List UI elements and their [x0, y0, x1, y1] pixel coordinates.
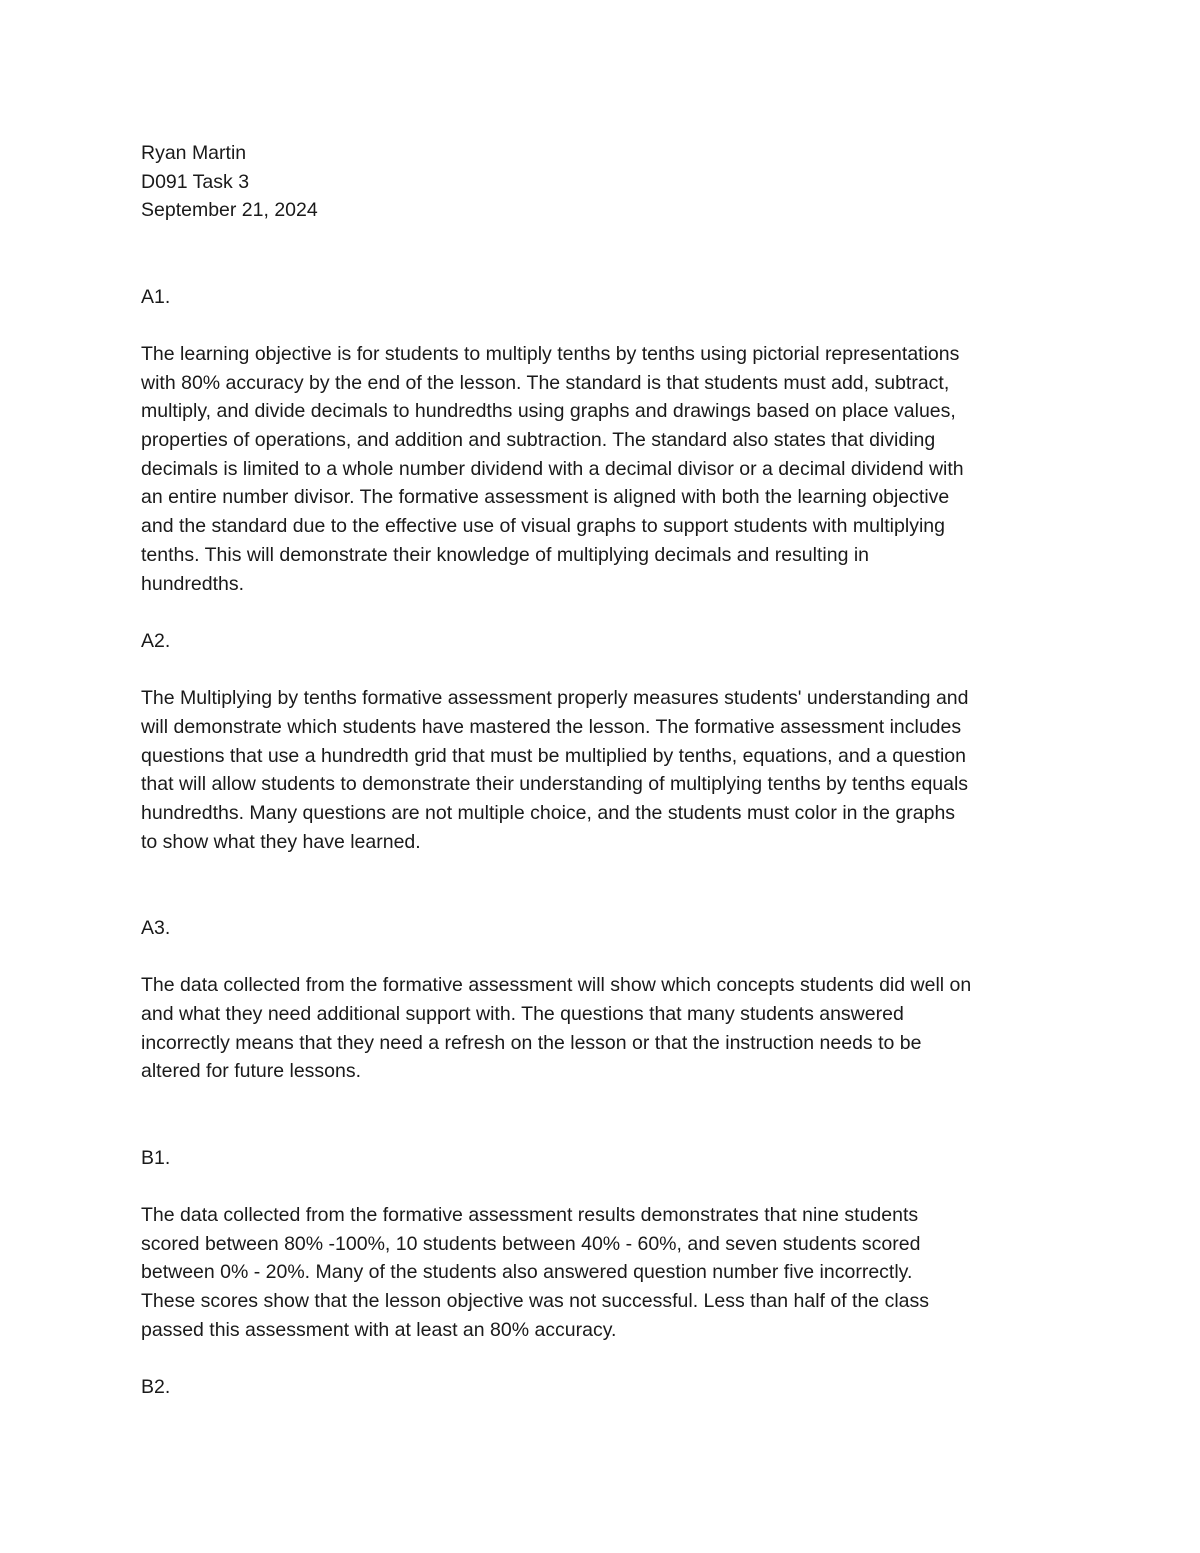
- paragraph-line: that will allow students to demonstrate their understanding of multiplying tenths by tenths equals: [141, 773, 969, 796]
- paragraph-line: with 80% accuracy by the end of the lesson. The standard is that students must add, subtract,: [141, 371, 950, 394]
- paragraph-a1: [141, 340, 1071, 598]
- paragraph-line: questions that use a hundredth grid that must be multiplied by tenths, equations, and a question: [141, 744, 966, 767]
- paragraph-line: will demonstrate which students have mastered the lesson. The formative assessment includes: [141, 716, 962, 738]
- paragraph-line: The learning objective is for students to multiply tenths by tenths using pictorial representations: [141, 342, 960, 365]
- document-page: [141, 139, 1071, 1402]
- paragraph-line: between 0% - 20%. Many of the students also answered question number five incorrectly.: [141, 1261, 913, 1284]
- paragraph-line: tenths. This will demonstrate their knowledge of multiplying decimals and resulting in: [141, 543, 870, 566]
- paragraph-a3: [141, 971, 1071, 1086]
- paragraph-line: hundredths.: [141, 572, 244, 595]
- paragraph-line: hundredths. Many questions are not multiple choice, and the students must color in the graphs: [141, 802, 956, 825]
- section-label-a3: A3.: [141, 916, 171, 939]
- paragraph-line: The data collected from the formative assessment results demonstrates that nine students: [141, 1203, 919, 1226]
- document-header: [141, 139, 1071, 225]
- paragraph-line: decimals is limited to a whole number dividend with a decimal divisor or a decimal dividend with: [141, 457, 964, 480]
- task-title: D091 Task 3: [141, 170, 250, 193]
- paragraph-line: and the standard due to the effective use of visual graphs to support students with multiplying: [141, 515, 945, 538]
- section-label-b1: B1.: [141, 1146, 171, 1169]
- paragraph-line: scored between 80% -100%, 10 students between 40% - 60%, and seven students scored: [141, 1232, 921, 1255]
- section-label-b2: B2.: [141, 1376, 171, 1399]
- paragraph-a2: [141, 684, 1071, 856]
- paragraph-line: and what they need additional support with. The questions that many students answered: [141, 1003, 904, 1025]
- paragraph-b1: [141, 1201, 1071, 1345]
- section-label-a1: A1.: [141, 285, 171, 308]
- paragraph-line: The Multiplying by tenths formative assessment properly measures students' understanding and: [141, 687, 969, 710]
- paragraph-line: These scores show that the lesson objective was not successful. Less than half of the class: [141, 1290, 929, 1312]
- paragraph-line: altered for future lessons.: [141, 1060, 362, 1083]
- author-name: Ryan Martin: [141, 142, 247, 164]
- paragraph-line: to show what they have learned.: [141, 830, 421, 853]
- paragraph-line: incorrectly means that they need a refresh on the lesson or that the instruction needs to be: [141, 1031, 922, 1054]
- paragraph-line: properties of operations, and addition and subtraction. The standard also states that dividing: [141, 429, 936, 451]
- document-date: September 21, 2024: [141, 199, 318, 222]
- paragraph-line: The data collected from the formative assessment will show which concepts students did well on: [141, 974, 972, 997]
- paragraph-line: passed this assessment with at least an 80% accuracy.: [141, 1318, 617, 1341]
- paragraph-line: multiply, and divide decimals to hundredths using graphs and drawings based on place values,: [141, 400, 956, 423]
- section-label-a2: A2.: [141, 629, 171, 652]
- paragraph-line: an entire number divisor. The formative assessment is aligned with both the learning objective: [141, 486, 950, 509]
